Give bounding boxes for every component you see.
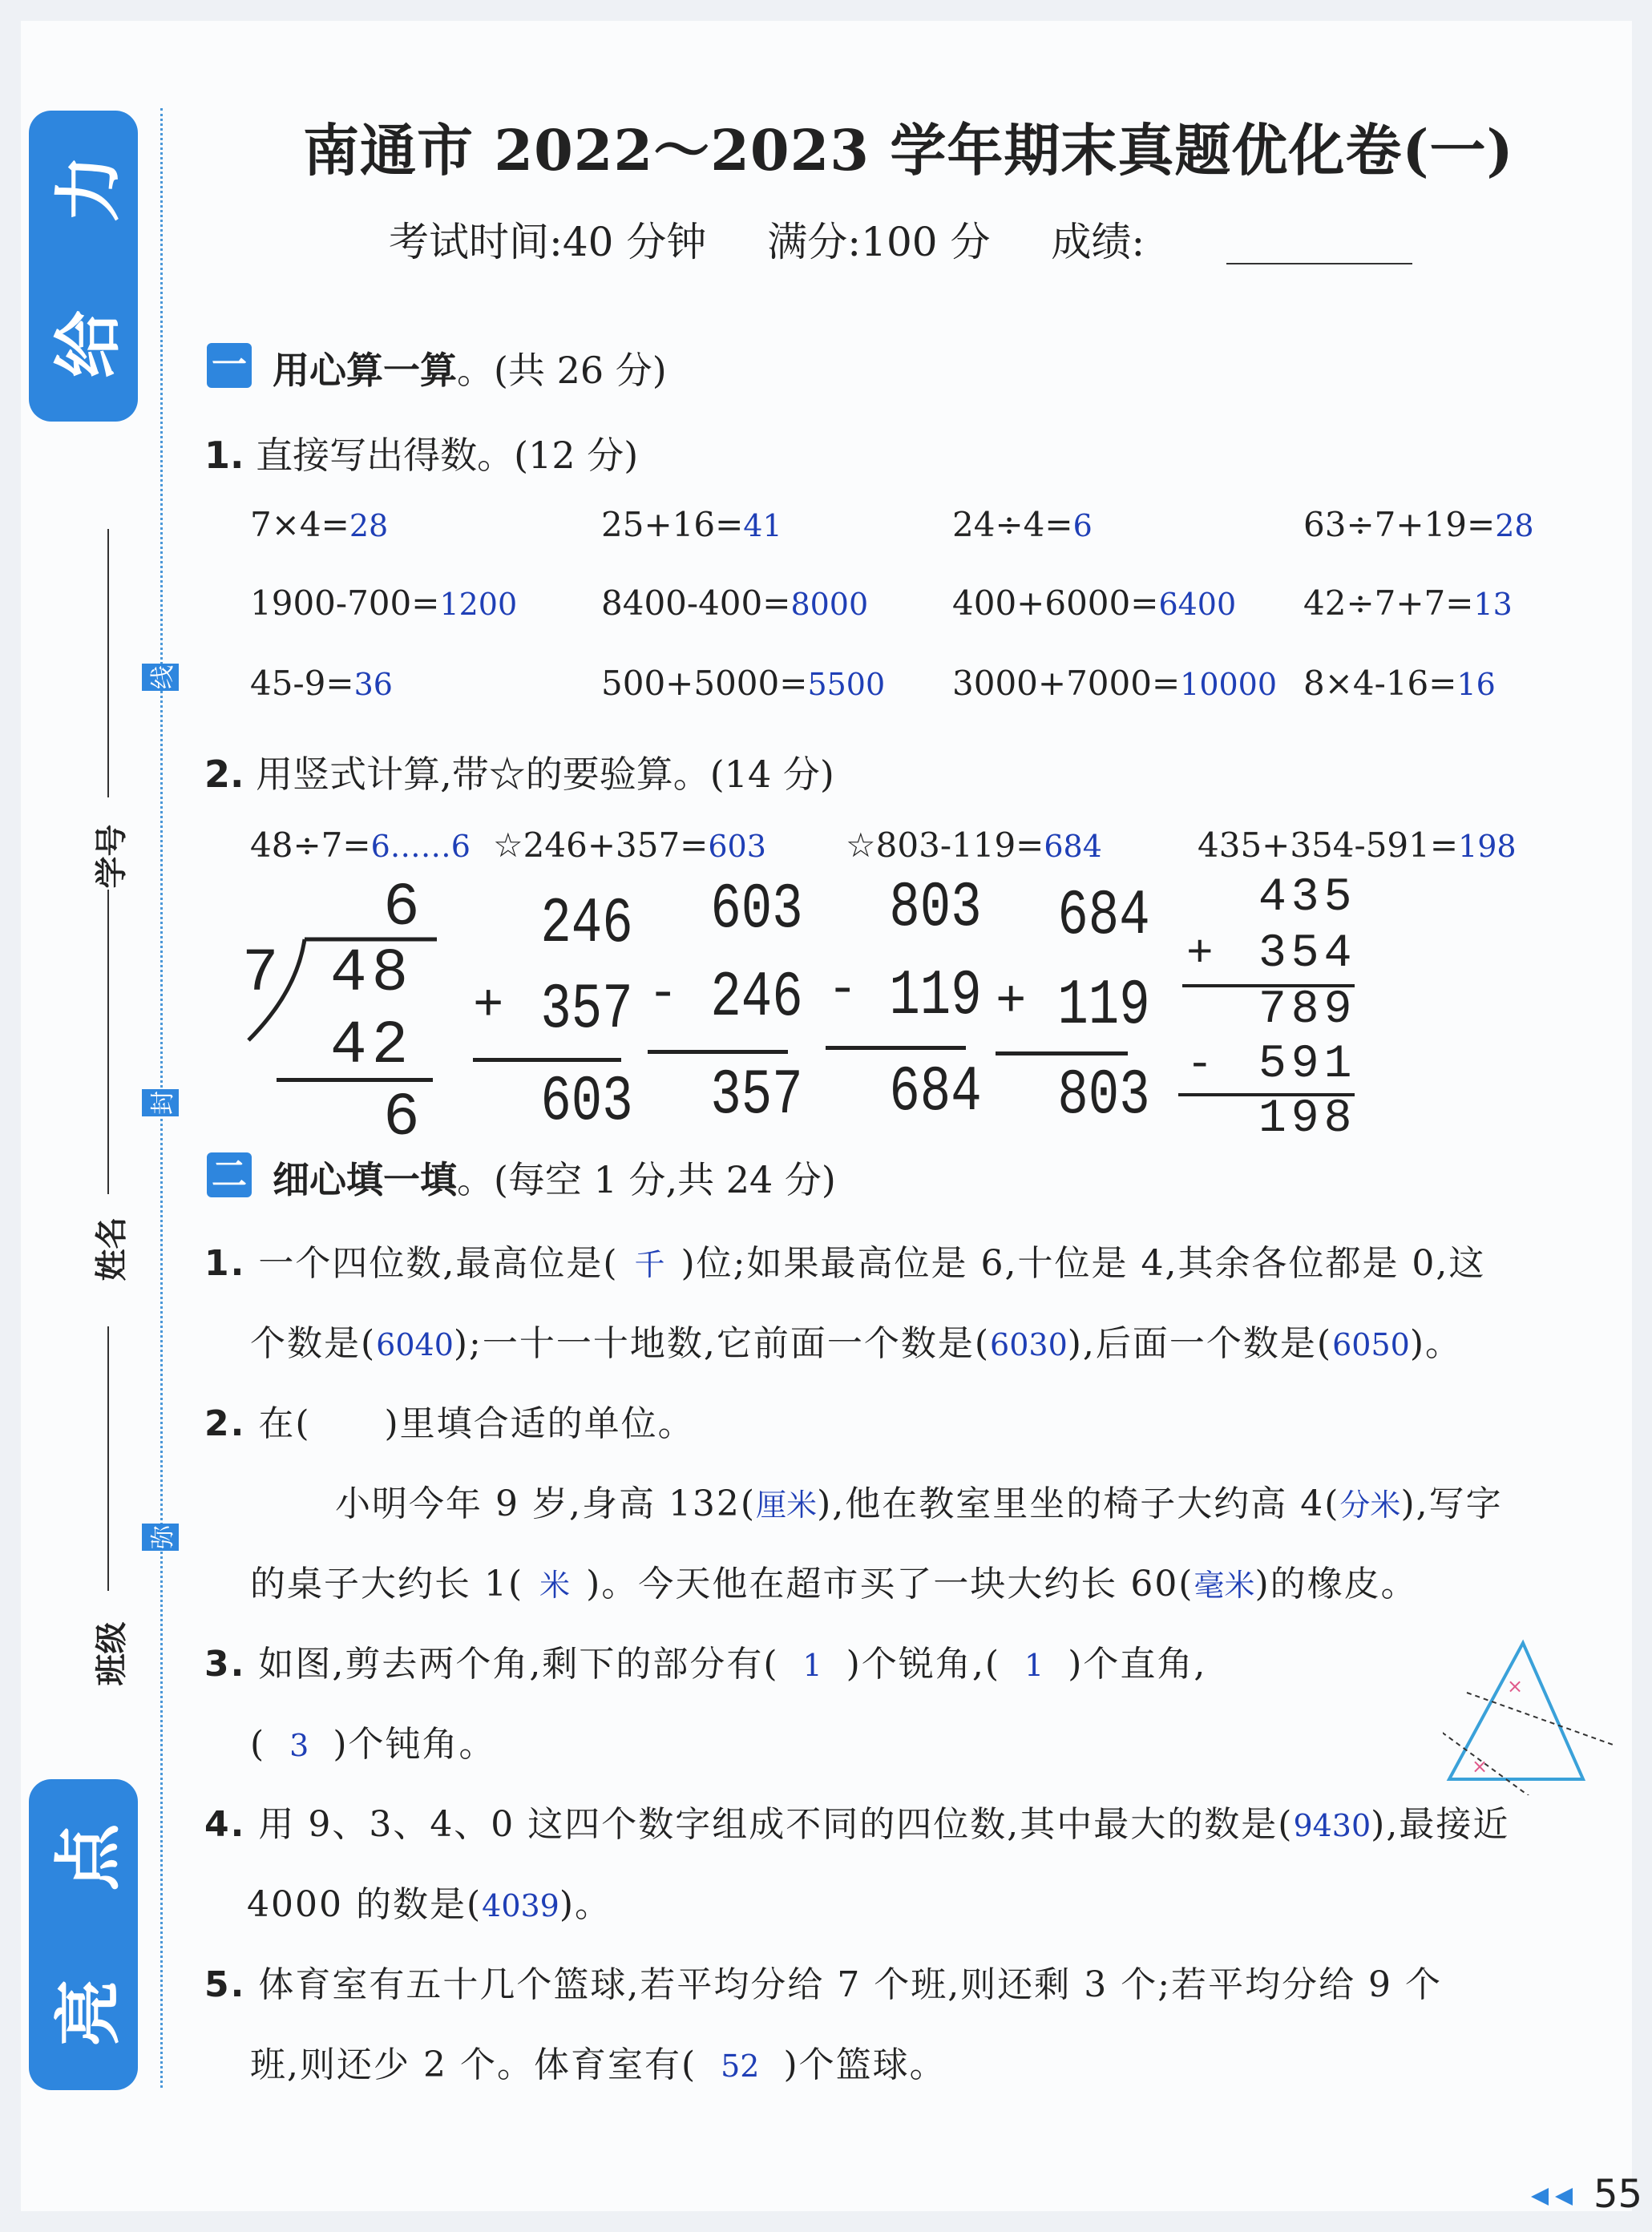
brand-char: 给 — [49, 309, 128, 378]
answer: 10000 — [1180, 667, 1278, 702]
cut-mark: 弥 — [142, 1524, 179, 1551]
fill-question-4-line2: 4000 的数是(4039)。 — [247, 1884, 612, 1925]
triangle-figure — [1443, 1635, 1619, 1795]
section-title: 用心算一算。(共 26 分) — [273, 349, 667, 392]
brand-char: 亮 — [49, 1978, 128, 2047]
answer: 4039 — [482, 1888, 559, 1923]
answer: 9430 — [1293, 1808, 1371, 1843]
cut-mark: 线 — [142, 664, 179, 691]
vertical-prompt: 435+354-591=198 — [1198, 825, 1517, 865]
answer: 毫米 — [1194, 1568, 1255, 1603]
section-badge: 二 — [207, 1152, 252, 1197]
answer: 603 — [708, 829, 766, 864]
fill-question-4: 4. 用 9、3、4、0 这四个数字组成不同的四位数,其中最大的数是(9430),最接近 — [204, 1804, 1510, 1845]
vertical-prompt: ☆803-119=684 — [846, 825, 1102, 865]
mental-math-item: 8×4-16=16 — [1303, 664, 1496, 703]
page-arrow-icon — [1531, 2186, 1587, 2207]
answer: 6030 — [990, 1327, 1068, 1362]
answer: 6 — [1072, 508, 1093, 543]
fill-question-2-line2: 小明今年 9 岁,身高 132(厘米),他在教室里坐的椅子大约高 4(分米),写字 — [335, 1483, 1503, 1524]
exam-time: 考试时间:40 分钟 — [389, 219, 707, 265]
division-product: 42 — [330, 1011, 414, 1080]
mental-math-item: 45-9=36 — [250, 664, 393, 703]
svg-text:×: × — [1507, 1675, 1524, 1697]
cut-mark: 封 — [142, 1089, 179, 1116]
mental-math-item: 42÷7+7=13 — [1303, 583, 1513, 623]
brand-tab-bottom — [29, 1779, 138, 2090]
answer: 6……6 — [370, 829, 471, 864]
answer: 厘米 — [756, 1487, 818, 1523]
answer: 36 — [353, 667, 393, 702]
fill-question-1-line2: 个数是(6040);一十一十地数,它前面一个数是(6030),后面一个数是(6050)。 — [250, 1323, 1462, 1364]
answer: 分米 — [1339, 1487, 1401, 1523]
answer: 52 — [721, 2048, 760, 2084]
section-badge: 一 — [207, 343, 252, 388]
brand-char: 力 — [49, 154, 128, 223]
answer: 684 — [1044, 829, 1102, 864]
svg-text:×: × — [1472, 1755, 1488, 1778]
fill-question-5-line2: 班,则还少 2 个。体育室有( 52 )个篮球。 — [250, 2044, 947, 2085]
vertical-prompt: ☆246+357=603 — [493, 825, 766, 865]
answer: 28 — [349, 508, 389, 543]
mental-math-item: 7×4=28 — [250, 505, 389, 544]
fill-question-3-line2: ( 3 )个钝角。 — [250, 1724, 496, 1765]
answer: 6040 — [376, 1327, 454, 1362]
fill-question-2: 2. 在( )里填合适的单位。 — [204, 1403, 695, 1444]
mental-math-item: 500+5000=5500 — [601, 664, 886, 703]
exam-info — [389, 210, 1145, 268]
question-heading: 2. 用竖式计算,带☆的要验算。(14 分) — [204, 753, 834, 796]
answer: 8000 — [790, 587, 869, 622]
division-divisor: 7 — [242, 939, 279, 1008]
answer: 16 — [1456, 667, 1496, 702]
page-number: 55 — [1593, 2172, 1643, 2217]
page-title: 南通市 2022～2023 学年期末真题优化卷(一) — [303, 117, 1514, 184]
answer: 1 — [1024, 1648, 1044, 1683]
answer: 5500 — [807, 667, 886, 702]
field-line — [107, 1326, 109, 1591]
answer: 米 — [539, 1568, 571, 1603]
answer: 13 — [1473, 587, 1513, 622]
vertical-prompt: 48÷7=6……6 — [250, 825, 471, 865]
fill-question-1: 1. 一个四位数,最高位是( 千 )位;如果最高位是 6,十位是 4,其余各位都是 0,这 — [204, 1243, 1486, 1284]
brand-char: 点 — [49, 1822, 128, 1891]
answer: 3 — [289, 1728, 309, 1763]
score-blank[interactable] — [1226, 263, 1412, 264]
score-label: 成绩: — [1051, 219, 1145, 265]
answer: 41 — [743, 508, 782, 543]
mental-math-item: 1900-700=1200 — [250, 583, 518, 623]
answer: 6400 — [1158, 587, 1237, 622]
mental-math-item: 24÷4=6 — [952, 505, 1093, 544]
mental-math-item: 8400-400=8000 — [601, 583, 869, 623]
field-label-class: 班级 — [93, 1621, 131, 1686]
mental-math-item: 3000+7000=10000 — [952, 664, 1278, 703]
full-score: 满分:100 分 — [767, 219, 991, 265]
division-line — [277, 1078, 433, 1082]
division-dividend: 48 — [330, 939, 414, 1008]
division-quotient: 6 — [383, 874, 420, 942]
mental-math-item: 400+6000=6400 — [952, 583, 1237, 623]
question-heading: 1. 直接写出得数。(12 分) — [204, 434, 639, 477]
answer: 6050 — [1332, 1327, 1410, 1362]
answer: 千 — [634, 1247, 665, 1282]
field-label-name: 姓名 — [93, 1217, 131, 1281]
mental-math-item: 25+16=41 — [601, 505, 782, 544]
mental-math-item: 63÷7+19=28 — [1303, 505, 1534, 544]
brand-tab-top — [29, 111, 138, 422]
fill-question-5: 5. 体育室有五十几个篮球,若平均分给 7 个班,则还剩 3 个;若平均分给 9 个 — [204, 1964, 1443, 2005]
answer: 1 — [802, 1648, 822, 1683]
field-line — [107, 529, 109, 797]
field-line — [107, 890, 109, 1194]
fill-question-3: 3. 如图,剪去两个角,剩下的部分有( 1 )个锐角,( 1 )个直角, — [204, 1644, 1207, 1685]
fill-question-2-line3: 的桌子大约长 1( 米 )。今天他在超市买了一块大约长 60(毫米)的橡皮。 — [250, 1564, 1418, 1604]
field-label-student-id: 学号 — [93, 824, 131, 889]
answer: 1200 — [439, 587, 518, 622]
section-title: 细心填一填。(每空 1 分,共 24 分) — [273, 1158, 836, 1201]
answer: 28 — [1495, 508, 1534, 543]
division-remainder: 6 — [383, 1084, 420, 1152]
answer: 198 — [1458, 829, 1517, 864]
